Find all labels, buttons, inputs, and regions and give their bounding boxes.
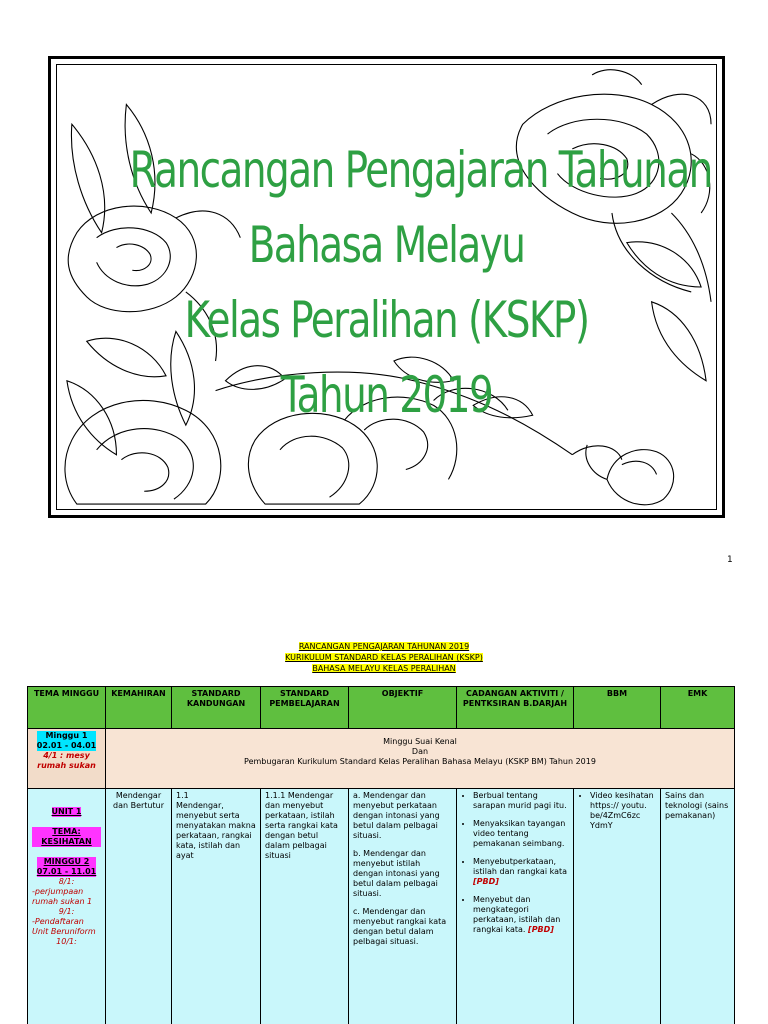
intro-week-cell: [106, 729, 735, 789]
header-standard-kandungan: STANDARD KANDUNGAN: [172, 687, 261, 729]
list-item: • Berbual tentang sarapan murid pagi itu.: [473, 791, 569, 811]
note-2-date: 9/1:: [58, 907, 75, 916]
objektif-c: c. Mendengar dan menyebut rangkai kata dengan betul dalam pelbagai situasi.: [353, 907, 447, 946]
header-kemahiran: KEMAHIRAN: [106, 687, 172, 729]
note-1-date: 8/1:: [58, 877, 75, 886]
list-item: • Menyaksikan tayangan video tentang pemakanan seimbang.: [473, 819, 569, 849]
standard-kandungan-cell: [172, 789, 261, 1024]
cover-title: [129, 133, 712, 433]
emk-cell: Sains dan teknologi (sains pemakanan): [661, 789, 735, 1024]
week-1-label: [37, 731, 97, 751]
cover-frame: [48, 56, 725, 518]
rpt-table: [27, 686, 735, 1024]
week-1-text: Minggu 1: [45, 731, 88, 740]
aktiviti-cell: [457, 789, 574, 1024]
minggu-2-label: [37, 857, 97, 877]
unit-label: UNIT 1: [51, 807, 82, 816]
objektif-a: a. Mendengar dan menyebut perkataan dengan intonasi yang betul dalam pelbagai situasi.: [353, 791, 440, 840]
header-objektif: OBJEKTIF: [349, 687, 457, 729]
header-emk: EMK: [661, 687, 735, 729]
pbd-tag-1: [PBD]: [473, 877, 499, 886]
table-row: [28, 789, 735, 1024]
intro-line-2: Dan: [411, 747, 429, 756]
heading-line-3: BAHASA MELAYU KELAS PERALIHAN: [312, 664, 456, 673]
document-heading: [0, 641, 768, 674]
minggu-2-dates: 07.01 - 11.01: [36, 867, 97, 876]
kemahiran-cell: Mendengar dan Bertutur: [106, 789, 172, 1024]
heading-line-2: KURIKULUM STANDARD KELAS PERALIHAN (KSKP): [285, 653, 483, 662]
intro-line-1: Minggu Suai Kenal: [383, 737, 457, 746]
header-bbm: BBM: [574, 687, 661, 729]
table-row: [28, 729, 735, 789]
minggu-2-text: MINGGU 2: [43, 857, 90, 866]
list-item: • Video kesihatan https:// youtu. be/4ZmC6zc YdmY: [590, 791, 656, 831]
note-2-text: -Pendaftaran Unit Beruniform: [32, 917, 96, 936]
pbd-tag-2: [PBD]: [528, 925, 554, 934]
objektif-b: b. Mendengar dan menyebut istilah dengan intonasi yang betul dalam pelbagai situasi.: [353, 849, 440, 898]
cover-title-line-2: Bahasa Melayu: [248, 216, 525, 274]
sk-text: Mendengar, menyebut serta menyatakan makna perkataan, rangkai kata, istilah dan ayat: [176, 801, 256, 860]
week-1-dates: 02.01 - 04.01: [36, 741, 97, 750]
week-1-cell: [28, 729, 106, 789]
list-item: • Menyebut dan mengkategori perkataan, istilah dan rangkai kata. [PBD]: [473, 895, 569, 935]
header-standard-pembelajaran: STANDARD PEMBELAJARAN: [261, 687, 349, 729]
note-1-text: -perjumpaan rumah sukan 1: [32, 887, 93, 906]
standard-pembelajaran-cell: 1.1.1 Mendengar dan menyebut perkataan, istilah serta rangkai kata dengan betul dalam pelbagai situasi: [261, 789, 349, 1024]
page-number: 1: [727, 555, 733, 565]
table-header-row: [28, 687, 735, 729]
tema-minggu-cell: [28, 789, 106, 1024]
header-cadangan-aktiviti: CADANGAN AKTIVITI / PENTKSIRAN B.DARJAH: [457, 687, 574, 729]
header-tema-minggu: TEMA MINGGU: [28, 687, 106, 729]
list-item: • Menyebutperkataan, istilah dan rangkai kata [PBD]: [473, 857, 569, 887]
cover-title-line-3: Kelas Peralihan (KSKP): [184, 291, 589, 349]
bbm-list: [578, 791, 656, 831]
intro-line-3: Pembugaran Kurikulum Standard Kelas Peralihan Bahasa Melayu (KSKP BM) Tahun 2019: [244, 757, 596, 766]
week-1-note: 4/1 : mesy rumah sukan: [37, 751, 96, 770]
aktiviti-list: [461, 791, 569, 935]
objektif-cell: [349, 789, 457, 1024]
sk-code: 1.1: [176, 791, 189, 800]
cover-title-line-1: Rancangan Pengajaran Tahunan: [129, 141, 712, 199]
note-3-date: 10/1:: [56, 937, 77, 946]
cover-inner-border: [56, 64, 717, 510]
bbm-cell: [574, 789, 661, 1024]
tema-label: TEMA: KESIHATAN: [32, 827, 101, 847]
heading-line-1: RANCANGAN PENGAJARAN TAHUNAN 2019: [298, 642, 470, 651]
cover-title-line-4: Tahun 2019: [280, 366, 493, 424]
